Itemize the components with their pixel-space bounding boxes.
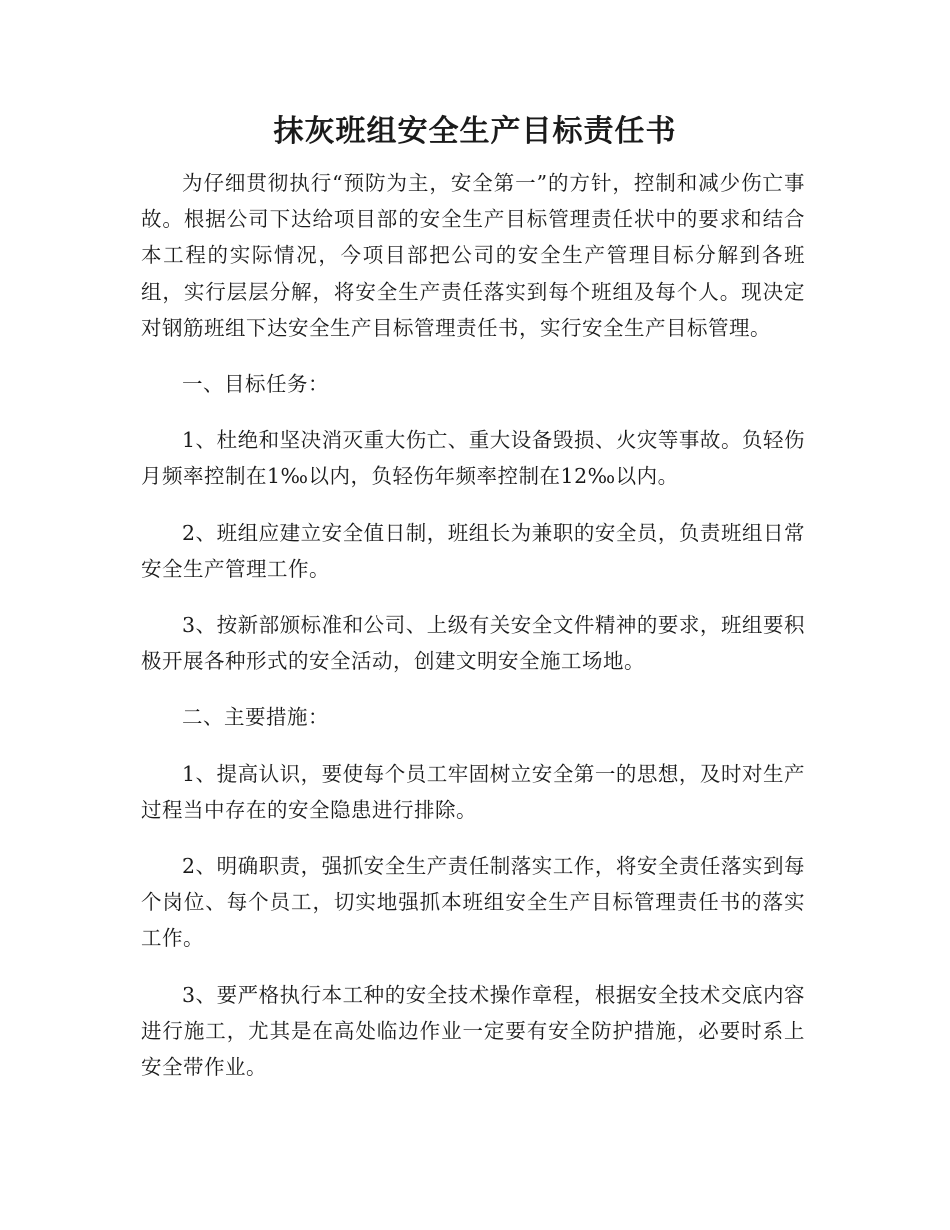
paragraph-measure-2: 2、明确职责，强抓安全生产责任制落实工作，将安全责任落实到每个岗位、每个员工，切实地强抓本班组安全生产目标管理责任书的落实工作。	[141, 854, 805, 951]
paragraph-goal-2: 2、班组应建立安全值日制，班组长为兼职的安全员，负责班组日常安全生产管理工作。	[141, 520, 805, 581]
paragraph-measure-3: 3、要严格执行本工种的安全技术操作章程，根据安全技术交底内容进行施工，尤其是在高处临边作业一定要有安全防护措施，必要时系上安全带作业。	[141, 982, 805, 1080]
paragraph-goal-1: 1、杜绝和坚决消灭重大伤亡、重大设备毁损、火灾等事故。负轻伤月频率控制在1‰以内，负轻伤年频率控制在12‰以内。	[141, 428, 805, 489]
paragraph-measure-1: 1、提高认识，要使每个员工牢固树立安全第一的思想，及时对生产过程当中存在的安全隐患进行排除。	[141, 761, 805, 822]
heading-goals: 一、目标任务：	[182, 372, 329, 397]
heading-measures: 二、主要措施：	[182, 705, 329, 730]
document-body	[141, 165, 805, 1105]
paragraph-intro: 为仔细贯彻执行“预防为主，安全第一”的方针，控制和减少伤亡事故。根据公司下达给项目部的安全生产目标管理责任状中的要求和结合本工程的实际情况，今项目部把公司的安全生产管理目标分解到各班组，实行层层分解，将安全生产责任落实到每个班组及每个人。现决定对钢筋班组下达安全生产目标管理责任书，实行安全生产目标管理。	[141, 171, 805, 340]
document-title: 抹灰班组安全生产目标责任书	[273, 114, 677, 149]
paragraph-goal-3: 3、按新部颁标准和公司、上级有关安全文件精神的要求，班组要积极开展各种形式的安全活动，创建文明安全施工场地。	[141, 613, 805, 674]
